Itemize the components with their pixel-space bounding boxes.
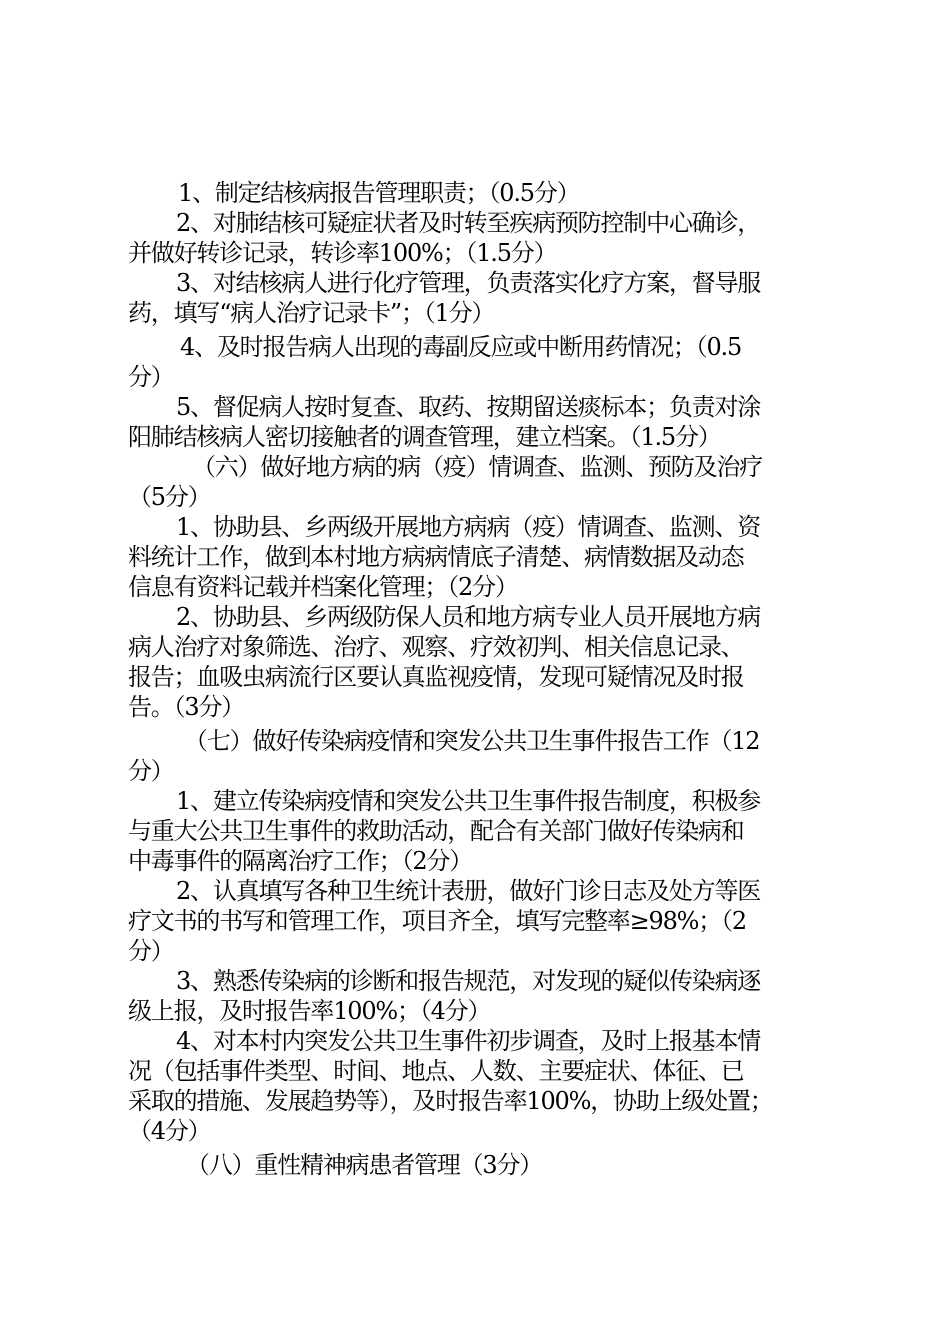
- text-line: 分）: [128, 757, 174, 785]
- text-line: 2、协助县、乡两级防保人员和地方病专业人员开展地方病: [176, 603, 761, 631]
- text-line: 采取的措施、发展趋势等），及时报告率100%，协助上级处置；: [128, 1087, 773, 1115]
- text-line: 1、协助县、乡两级开展地方病病（疫）情调查、监测、资: [176, 513, 761, 541]
- text-line: （八）重性精神病患者管理（3分）: [186, 1151, 543, 1179]
- text-line: 信息有资料记载并档案化管理；（2分）: [128, 573, 518, 601]
- text-line: 分）: [128, 363, 174, 391]
- text-line: 5、督促病人按时复查、取药、按期留送痰标本；负责对涂: [176, 393, 761, 421]
- text-line: 2、对肺结核可疑症状者及时转至疾病预防控制中心确诊，: [176, 209, 761, 237]
- text-line: 况（包括事件类型、时间、地点、人数、主要症状、体征、已: [128, 1057, 744, 1085]
- text-line: 3、对结核病人进行化疗管理，负责落实化疗方案，督导服: [176, 269, 761, 297]
- text-line: 中毒事件的隔离治疗工作；（2分）: [128, 847, 473, 875]
- text-line: 4、及时报告病人出现的毒副反应或中断用药情况；（0.5: [180, 333, 742, 361]
- text-line: 报告；血吸虫病流行区要认真监视疫情，发现可疑情况及时报: [128, 663, 744, 691]
- text-line: （六）做好地方病的病（疫）情调查、监测、预防及治疗: [192, 453, 762, 481]
- text-line: 4、对本村内突发公共卫生事件初步调查，及时上报基本情: [176, 1027, 761, 1055]
- text-line: 药，填写“病人治疗记录卡”；（1分）: [128, 299, 495, 327]
- text-line: 并做好转诊记录，转诊率100%；（1.5分）: [128, 239, 557, 267]
- text-line: 分）: [128, 937, 174, 965]
- text-line: 阳肺结核病人密切接触者的调查管理，建立档案。（1.5分）: [128, 423, 721, 451]
- text-line: 料统计工作，做到本村地方病病情底子清楚、病情数据及动态: [128, 543, 744, 571]
- text-line: （4分）: [128, 1117, 211, 1145]
- text-line: （5分）: [128, 483, 211, 511]
- text-line: 告。（3分）: [128, 693, 245, 721]
- text-line: 2、认真填写各种卫生统计表册，做好门诊日志及处方等医: [176, 877, 761, 905]
- text-line: （七）做好传染病疫情和突发公共卫生事件报告工作（12: [184, 727, 760, 755]
- text-line: 疗文书的书写和管理工作，项目齐全，填写完整率≥98%；（2: [128, 907, 746, 935]
- text-line: 级上报，及时报告率100%；（4分）: [128, 997, 491, 1025]
- text-line: 3、熟悉传染病的诊断和报告规范，对发现的疑似传染病逐: [176, 967, 761, 995]
- text-line: 病人治疗对象筛选、治疗、观察、疗效初判、相关信息记录、: [128, 633, 744, 661]
- text-line: 1、建立传染病疫情和突发公共卫生事件报告制度，积极参: [176, 787, 761, 815]
- text-line: 与重大公共卫生事件的救助活动，配合有关部门做好传染病和: [128, 817, 744, 845]
- text-line: 1、制定结核病报告管理职责；（0.5分）: [178, 179, 580, 207]
